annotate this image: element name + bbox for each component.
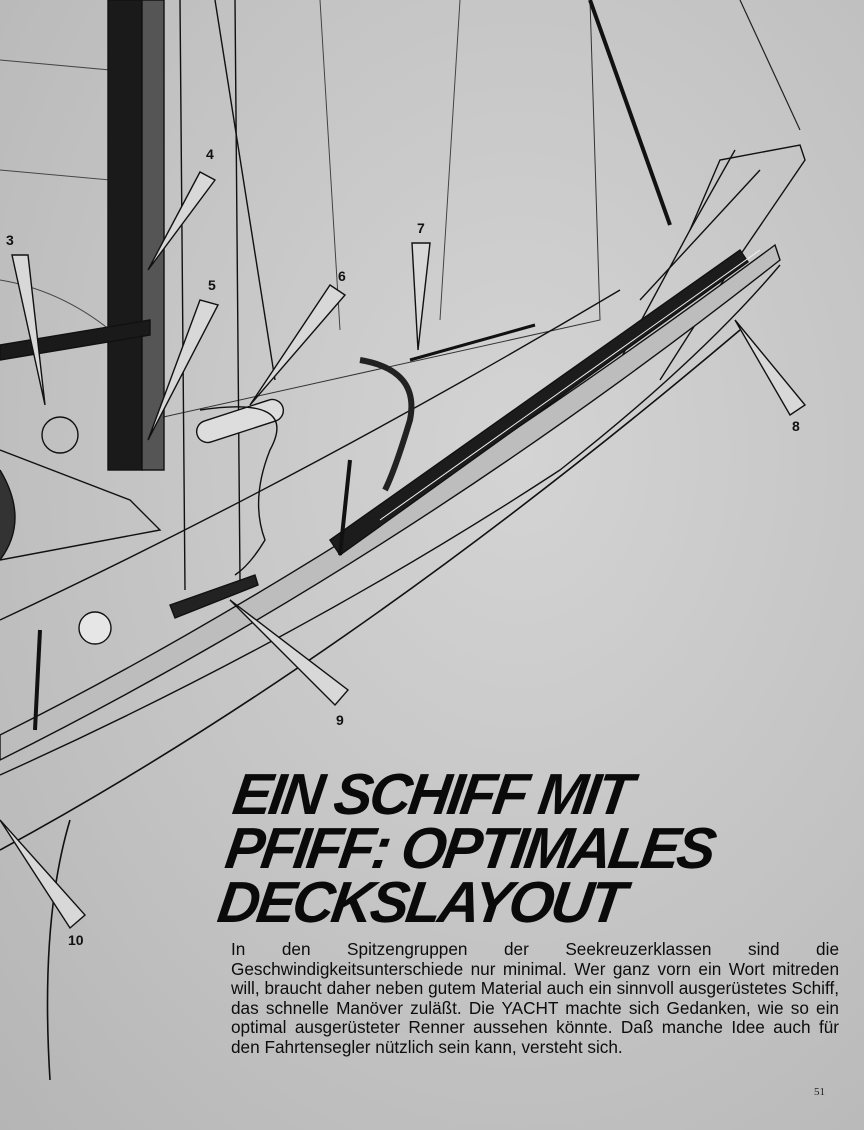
callout-3: 3 — [6, 232, 14, 248]
callout-7: 7 — [417, 220, 425, 236]
headline-line-3: DECKSLAYOUT — [213, 870, 628, 935]
callout-8: 8 — [792, 418, 800, 434]
page-number: 51 — [814, 1086, 825, 1098]
callout-4: 4 — [206, 146, 214, 162]
headline-line-2: PFIFF: OPTIMALES — [221, 816, 718, 881]
article-headline — [213, 762, 858, 935]
callout-6: 6 — [338, 268, 346, 284]
headline-line-1: EIN SCHIFF MIT — [229, 762, 635, 827]
callout-9: 9 — [336, 712, 344, 728]
article-body: In den Spitzengruppen der Seekreuzerklassen sind die Geschwindigkeitsunterschiede nur minimal. Wer ganz vorn ein Wort mitreden will, braucht daher neben gutem Material auch ein sinnvoll ausgerüstetes Schiff, das schnelle Manöver zuläßt. Die YACHT machte sich Gedanken, wie so ein optimal ausgerüsteter Renner aussehen könnte. Daß manche Idee auch für den Fahrtensegler nützlich sein kann, versteht sich. — [231, 939, 839, 1057]
callout-10: 10 — [68, 932, 84, 948]
callout-5: 5 — [208, 277, 216, 293]
